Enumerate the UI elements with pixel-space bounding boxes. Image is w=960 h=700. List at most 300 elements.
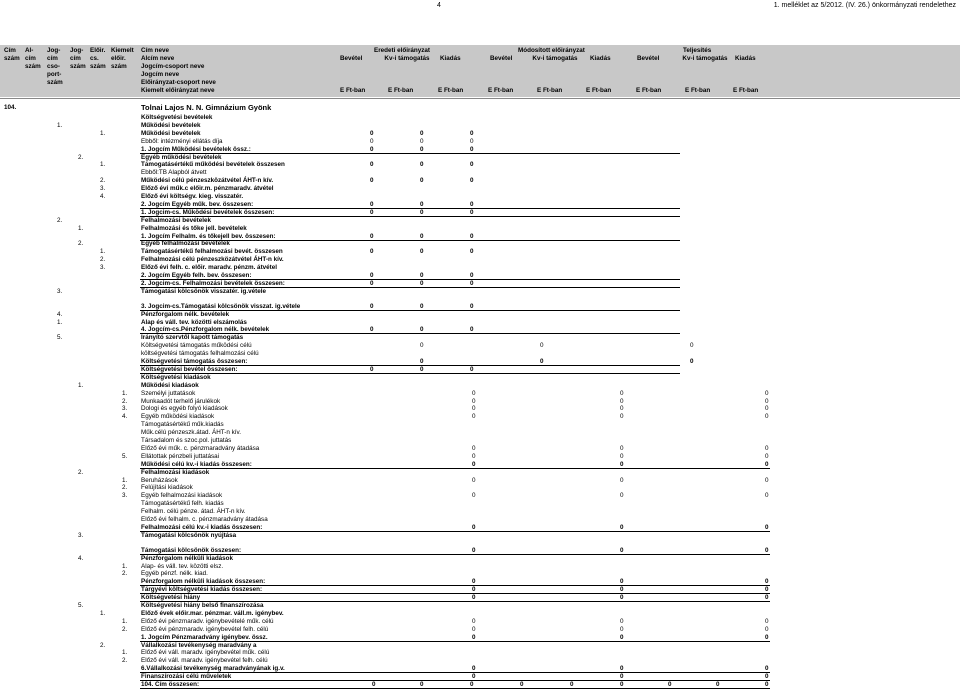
- table-row: [0, 398, 960, 405]
- row-value: 0: [765, 476, 769, 484]
- row-value: 0: [472, 633, 476, 641]
- row-label: Működési célú pénzeszközátvétel ÁHT-n kív.: [141, 177, 274, 185]
- row-label: Felhalmozási bevételek: [141, 216, 211, 224]
- row-value: 0: [472, 397, 476, 405]
- row-label: Felhalm. célú pénze. átad. ÁHT-n kív.: [141, 508, 246, 516]
- row-label: Alap- és váll. tev. közötti elsz.: [141, 562, 224, 570]
- row-number: 3.: [100, 185, 106, 193]
- row-number: 2.: [100, 177, 106, 185]
- row-number: 3.: [57, 287, 63, 295]
- row-value: 0: [420, 200, 424, 208]
- row-value: 0: [570, 681, 574, 688]
- row-value: 0: [472, 492, 476, 500]
- row-value: 0: [765, 546, 769, 554]
- row-value: 0: [765, 397, 769, 405]
- row-number: 1.: [122, 562, 128, 570]
- row-value: 0: [470, 232, 474, 240]
- row-label: Vállalkozási tevékenység maradvány a: [141, 641, 257, 649]
- table-row: [0, 586, 960, 593]
- table-row: [0, 280, 960, 287]
- table-row: [0, 374, 960, 381]
- row-label: Alap és váll. tev. közötti elszámolás: [141, 318, 247, 326]
- row-value: 0: [472, 546, 476, 554]
- table-row: [0, 642, 960, 649]
- header-name-2: Jogcím-csoport neve: [141, 63, 205, 70]
- row-value: 0: [420, 232, 424, 240]
- header-eredeti-kiadas: Kiadás: [440, 55, 461, 62]
- row-value: 0: [472, 460, 476, 468]
- row-number: 2.: [122, 657, 128, 665]
- row-value: 0: [470, 137, 474, 145]
- row-number: 2.: [100, 641, 106, 649]
- header-name-0: Cím neve: [141, 47, 169, 54]
- table-row: [0, 104, 960, 113]
- header-unit-4: E Ft-ban: [488, 87, 514, 94]
- row-number: 4.: [57, 310, 63, 318]
- row-value: 0: [620, 665, 624, 673]
- row-value: 0: [470, 129, 474, 137]
- table-row: [0, 334, 960, 341]
- row-number: 1.: [122, 617, 128, 625]
- table-row: [0, 626, 960, 633]
- row-value: 0: [470, 365, 474, 373]
- row-value: 0: [765, 492, 769, 500]
- table-row: [0, 477, 960, 484]
- row-label: Előző évi felh. c. előir. maradv. pénzm. átvétel: [141, 264, 278, 272]
- header-name-5: Kiemelt előirányzat neve: [141, 87, 215, 94]
- row-value: 0: [370, 200, 374, 208]
- row-label: Felhalmozási kiadások: [141, 468, 210, 476]
- row-label: Beruházások: [141, 476, 178, 484]
- row-label: Tárgyévi költségvetési kiadás összesen:: [141, 586, 263, 594]
- row-value: 0: [370, 177, 374, 185]
- row-value: 0: [420, 302, 424, 310]
- row-number: 2.: [100, 256, 106, 264]
- header-teljesites-kvi: Kv-i támogatás: [682, 55, 728, 62]
- row-number: 1.: [122, 389, 128, 397]
- row-label: Előző évi pénzmaradv. igénybevételé műk. célú: [141, 617, 274, 625]
- row-value: 0: [472, 452, 476, 460]
- table-row: [0, 225, 960, 232]
- header-modositott-kiadas: Kiadás: [590, 55, 611, 62]
- row-number: 1.: [100, 129, 106, 137]
- row-value: 0: [765, 633, 769, 641]
- row-label: Támogatási kölcsönök összesen:: [141, 546, 242, 554]
- row-number: 3.: [122, 492, 128, 500]
- row-value: 0: [420, 365, 424, 373]
- row-value: 0: [620, 523, 624, 531]
- row-label: Költségvetési kiadások: [141, 373, 211, 381]
- row-value: 0: [620, 444, 624, 452]
- row-value: 0: [765, 452, 769, 460]
- row-value: 0: [472, 673, 476, 681]
- table-row: [0, 256, 960, 263]
- table-row: [0, 138, 960, 145]
- table-row: [0, 161, 960, 168]
- table-row: [0, 524, 960, 531]
- row-value: 0: [472, 389, 476, 397]
- row-value: 0: [420, 248, 424, 256]
- header-unit-3: E Ft-ban: [438, 87, 464, 94]
- header-teljesites-kiadas: Kiadás: [735, 55, 756, 62]
- row-value: 0: [470, 177, 474, 185]
- row-label: Támogatásértékű műk.kiadás: [141, 421, 224, 429]
- table-row: [0, 326, 960, 333]
- header-group-eredeti: Eredeti előirányzat: [374, 47, 430, 54]
- table-row: [0, 114, 960, 121]
- table-row: [0, 492, 960, 499]
- row-label: Műk.célú pénzeszk.átad. ÁHT-n kív.: [141, 429, 241, 437]
- row-value: 0: [690, 358, 694, 365]
- table-row: [0, 516, 960, 523]
- row-value: 0: [765, 523, 769, 531]
- table-row: [0, 382, 960, 389]
- row-number: 5.: [57, 334, 63, 342]
- table-row: [0, 421, 960, 428]
- row-value: 0: [620, 389, 624, 397]
- row-value: 0: [370, 365, 374, 373]
- row-value: 0: [420, 177, 424, 185]
- header-col-kiemelt: Kiemelt előir. szám: [111, 47, 134, 70]
- table-row: [0, 217, 960, 224]
- annex-reference: 1. melléklet az 5/2012. (IV. 26.) önkormányzati rendelethez: [773, 2, 956, 9]
- row-value: 0: [370, 208, 374, 216]
- row-value: 0: [370, 137, 374, 145]
- table-row: [0, 311, 960, 318]
- row-label: Felhalmozási és tőke jell. bevételek: [141, 224, 247, 232]
- row-value: 0: [470, 145, 474, 153]
- row-value: 0: [765, 578, 769, 586]
- table-row: [0, 508, 960, 515]
- table-row: [0, 248, 960, 255]
- row-value: 0: [370, 302, 374, 310]
- row-label: 104. Cím összesen:: [141, 681, 200, 688]
- row-value: 0: [420, 681, 424, 688]
- row-value: 0: [620, 633, 624, 641]
- table-row: [0, 169, 960, 176]
- header-col-jogcim: Jog-cím szám: [70, 47, 86, 70]
- row-label: Felhalmozási célú pénzeszközátvétel ÁHT-n kív.: [141, 256, 284, 264]
- row-value: 0: [420, 161, 424, 169]
- table-row: [0, 500, 960, 507]
- table-row: [0, 461, 960, 468]
- header-teljesites-bevetel: Bevétel: [637, 55, 660, 62]
- row-value: 0: [765, 413, 769, 421]
- row-value: 0: [370, 145, 374, 153]
- table-row: [0, 303, 960, 310]
- table-row: [0, 122, 960, 129]
- row-value: 0: [620, 492, 624, 500]
- table-row: [0, 201, 960, 208]
- row-value: 0: [472, 617, 476, 625]
- row-number: 5.: [122, 452, 128, 460]
- row-label: 3. Jogcim-cs.Támogatási kölcsönök visszat. ig.vétele: [141, 302, 301, 310]
- row-value: 0: [620, 578, 624, 586]
- header-unit-8: E Ft-ban: [685, 87, 711, 94]
- row-value: 0: [620, 594, 624, 602]
- table-row: [0, 405, 960, 412]
- row-label: Felújítási kiadások: [141, 484, 193, 492]
- row-value: 0: [765, 405, 769, 413]
- row-label: Előző évek előir.mar. pénzmar. váll.m. igénybev.: [141, 609, 284, 617]
- row-number: 4.: [78, 554, 84, 562]
- row-value: 0: [472, 586, 476, 594]
- row-value: 0: [470, 681, 474, 688]
- table-row: [0, 154, 960, 161]
- table-row: [0, 390, 960, 397]
- row-value: 0: [472, 476, 476, 484]
- header-col-cim: Cím szám: [4, 47, 20, 62]
- row-label: Egyéb felhalmozási bevételek: [141, 240, 230, 248]
- table-row: [0, 594, 960, 601]
- row-value: 0: [370, 129, 374, 137]
- row-label: költségvetési támogatás felhalmozási célú: [141, 350, 259, 358]
- header-unit-5: E Ft-ban: [537, 87, 563, 94]
- row-value: 0: [420, 342, 424, 350]
- row-value: 0: [470, 302, 474, 310]
- row-number: 104.: [4, 104, 17, 111]
- table-row: [0, 578, 960, 585]
- row-value: 0: [540, 358, 544, 365]
- row-number: 2.: [122, 484, 128, 492]
- header-group-teljesites: Teljesítés: [683, 47, 712, 54]
- row-value: 0: [420, 129, 424, 137]
- row-value: 0: [620, 586, 624, 594]
- table-row: [0, 413, 960, 420]
- row-label: 1. Jogcím Pénzmaradvány igénybev. össz.: [141, 633, 268, 641]
- row-number: 3.: [100, 264, 106, 272]
- row-label: Társadalom és szoc.pol. juttatás: [141, 437, 232, 444]
- header-eredeti-bevetel: Bevétel: [340, 55, 363, 62]
- row-number: 1.: [122, 476, 128, 484]
- row-value: 0: [472, 665, 476, 673]
- header-name-1: Alcím neve: [141, 55, 175, 62]
- row-label: Költségvetési támogatás működési célú: [141, 342, 252, 350]
- row-label: 1. Jogcim-cs. Működési bevételek összesen:: [141, 208, 275, 216]
- row-value: 0: [620, 405, 624, 413]
- row-value: 0: [520, 681, 524, 688]
- row-value: 0: [765, 389, 769, 397]
- row-label: 1. Jogcím Felhalm. és tőkejell bev. összesen:: [141, 232, 276, 240]
- table-row: [0, 665, 960, 672]
- row-value: 0: [420, 137, 424, 145]
- row-label: Dologi és egyéb folyó kiadások: [141, 405, 228, 413]
- row-label: Támogatásértékű felh. kiadás: [141, 500, 224, 508]
- table-row: [0, 185, 960, 192]
- header-col-jogcsop: Jog-cím cso-port-szám: [47, 47, 63, 86]
- table-row: [0, 453, 960, 460]
- table-row: [0, 429, 960, 436]
- table-row: [0, 130, 960, 137]
- table-row: [0, 146, 960, 153]
- row-value: 0: [470, 248, 474, 256]
- row-label: 2. Jogcím Egyéb műk. bev. összesen:: [141, 200, 254, 208]
- table-row: [0, 240, 960, 247]
- row-label: Előző évi felhalm. c. pénzmaradvány átadása: [141, 516, 268, 523]
- row-number: 2.: [57, 216, 63, 224]
- row-value: 0: [620, 617, 624, 625]
- row-number: 1.: [100, 248, 106, 256]
- row-label: 4. Jogcím-cs.Pénzforgalom nélk. bevételek: [141, 326, 270, 334]
- row-value: 0: [370, 326, 374, 334]
- row-label: Előző évi műk. c. pénzmaradvány átadása: [141, 444, 260, 452]
- row-value: 0: [420, 279, 424, 287]
- row-value: 0: [420, 208, 424, 216]
- row-number: 2.: [78, 468, 84, 476]
- table-row: [0, 532, 960, 539]
- table-row: [0, 618, 960, 625]
- table-row: [0, 547, 960, 554]
- row-value: 0: [765, 586, 769, 594]
- row-label: Költségvetési hiány: [141, 594, 201, 602]
- row-value: 0: [470, 161, 474, 169]
- table-row: [0, 358, 960, 365]
- row-label: 2. Jogcím Egyéb felh. bev. összesen:: [141, 272, 252, 279]
- row-value: 0: [620, 476, 624, 484]
- row-value: 0: [765, 617, 769, 625]
- table-row: [0, 657, 960, 664]
- row-label: Irányító szervtől kapott támogatás: [141, 334, 244, 342]
- row-value: 0: [470, 272, 474, 279]
- row-value: 0: [472, 523, 476, 531]
- table-row: [0, 610, 960, 617]
- header-unit-1: E Ft-ban: [340, 87, 366, 94]
- row-number: 1.: [57, 318, 63, 326]
- row-value: 0: [470, 208, 474, 216]
- row-value: 0: [470, 279, 474, 287]
- row-label: Egyéb működési kiadások: [141, 413, 215, 421]
- row-label: Ellátottak pénzbeli juttatásai: [141, 452, 220, 460]
- row-value: 0: [470, 326, 474, 334]
- row-value: 0: [620, 413, 624, 421]
- header-eredeti-kvi: Kv-i támogatás: [384, 55, 430, 62]
- row-label: Működési kiadások: [141, 381, 199, 389]
- header-unit-7: E Ft-ban: [636, 87, 662, 94]
- row-label: Költségvetési támogatás összesen:: [141, 358, 248, 365]
- header-unit-6: E Ft-ban: [586, 87, 612, 94]
- row-label: Pénzforgalom nélküli kiadások összesen:: [141, 578, 266, 586]
- page-top-bar: [0, 2, 960, 11]
- row-value: 0: [765, 444, 769, 452]
- row-value: 0: [370, 279, 374, 287]
- table-row: [0, 272, 960, 279]
- row-label: Működési célú kv.-i kiadás összesen:: [141, 460, 252, 468]
- table-row: [0, 602, 960, 609]
- header-col-eloir: Előir. cs. szám: [90, 47, 106, 70]
- table-row: [0, 469, 960, 476]
- header-unit-9: E Ft-ban: [733, 87, 759, 94]
- row-label: Támogatásértékű működési bevételek összesen: [141, 161, 285, 169]
- table-row: [0, 570, 960, 577]
- row-label: Támogatásértékű felhalmozási bevét. összesen: [141, 248, 283, 256]
- table-row: [0, 342, 960, 349]
- table-row: [0, 288, 960, 295]
- row-label: Személyi juttatások: [141, 389, 196, 397]
- header-divider: [0, 98, 960, 99]
- row-value: 0: [690, 342, 694, 350]
- row-value: 0: [420, 145, 424, 153]
- table-row: [0, 649, 960, 656]
- table-row: [0, 177, 960, 184]
- table-row: [0, 193, 960, 200]
- header-name-4: Előirányzat-csoport neve: [141, 79, 216, 86]
- row-label: Előző évi váll. maradv. igénybevétel felh. célú: [141, 657, 268, 665]
- row-label: Egyéb működési bevételek: [141, 153, 222, 161]
- row-underline: [140, 688, 770, 689]
- row-value: 0: [716, 681, 720, 688]
- row-value: 0: [370, 272, 374, 279]
- table-row: [0, 555, 960, 562]
- row-value: 0: [620, 673, 624, 681]
- row-value: 0: [668, 681, 672, 688]
- row-value: 0: [372, 681, 376, 688]
- row-number: 1.: [78, 381, 84, 389]
- table-row: [0, 673, 960, 680]
- row-number: 2.: [78, 240, 84, 248]
- table-row: [0, 681, 960, 688]
- row-number: 2.: [78, 153, 84, 161]
- row-label: Működési bevételek: [141, 121, 201, 129]
- table-row: [0, 634, 960, 641]
- table-header: [0, 45, 960, 97]
- row-label: Előző évi műk.c előir.m. pénzmaradv. átvétel: [141, 185, 274, 193]
- row-value: 0: [765, 594, 769, 602]
- row-value: 0: [765, 625, 769, 633]
- row-number: 2.: [122, 625, 128, 633]
- row-label: Támogatási kölcsönök visszatér. ig.vétele: [141, 287, 266, 295]
- table-row: [0, 366, 960, 373]
- header-group-modositott: Módosított előirányzat: [518, 47, 585, 54]
- row-label: 2. Jogcim-cs. Felhalmozási bevételek összesen:: [141, 279, 285, 287]
- row-value: 0: [420, 272, 424, 279]
- row-value: 0: [620, 460, 624, 468]
- row-value: 0: [620, 625, 624, 633]
- row-number: 1.: [57, 121, 63, 129]
- row-value: 0: [620, 452, 624, 460]
- row-label: Költségvetési bevételek: [141, 114, 213, 121]
- page-number: 4: [437, 2, 441, 9]
- row-label: Költségvetési bevétel összesen:: [141, 365, 238, 373]
- row-number: 1.: [100, 161, 106, 169]
- row-value: 0: [370, 248, 374, 256]
- row-value: 0: [620, 397, 624, 405]
- row-number: 3.: [78, 531, 84, 539]
- header-col-alcim: Al-cím szám: [25, 47, 41, 70]
- row-label: Támogatási kölcsönök nyújtása: [141, 531, 237, 539]
- table-row: [0, 209, 960, 216]
- table-row: [0, 319, 960, 326]
- row-label: Ebből:TB Alapból átvett: [141, 169, 207, 177]
- row-number: 3.: [122, 405, 128, 413]
- row-value: 0: [472, 413, 476, 421]
- table-row: [0, 563, 960, 570]
- row-value: 0: [765, 673, 769, 681]
- row-value: 0: [420, 358, 424, 365]
- row-value: 0: [472, 578, 476, 586]
- row-value: 0: [620, 546, 624, 554]
- row-value: 0: [370, 232, 374, 240]
- row-label: Előző évi váll. maradv. igénybevétel műk. célú: [141, 649, 270, 657]
- row-value: 0: [765, 665, 769, 673]
- table-row: [0, 233, 960, 240]
- header-modositott-bevetel: Bevétel: [490, 55, 513, 62]
- table-row: [0, 445, 960, 452]
- row-value: 0: [540, 342, 544, 350]
- row-number: 1.: [78, 224, 84, 232]
- table-row: [0, 264, 960, 271]
- row-value: 0: [472, 444, 476, 452]
- row-label: Felhalmozási célú kv.-i kiadás összesen:: [141, 523, 263, 531]
